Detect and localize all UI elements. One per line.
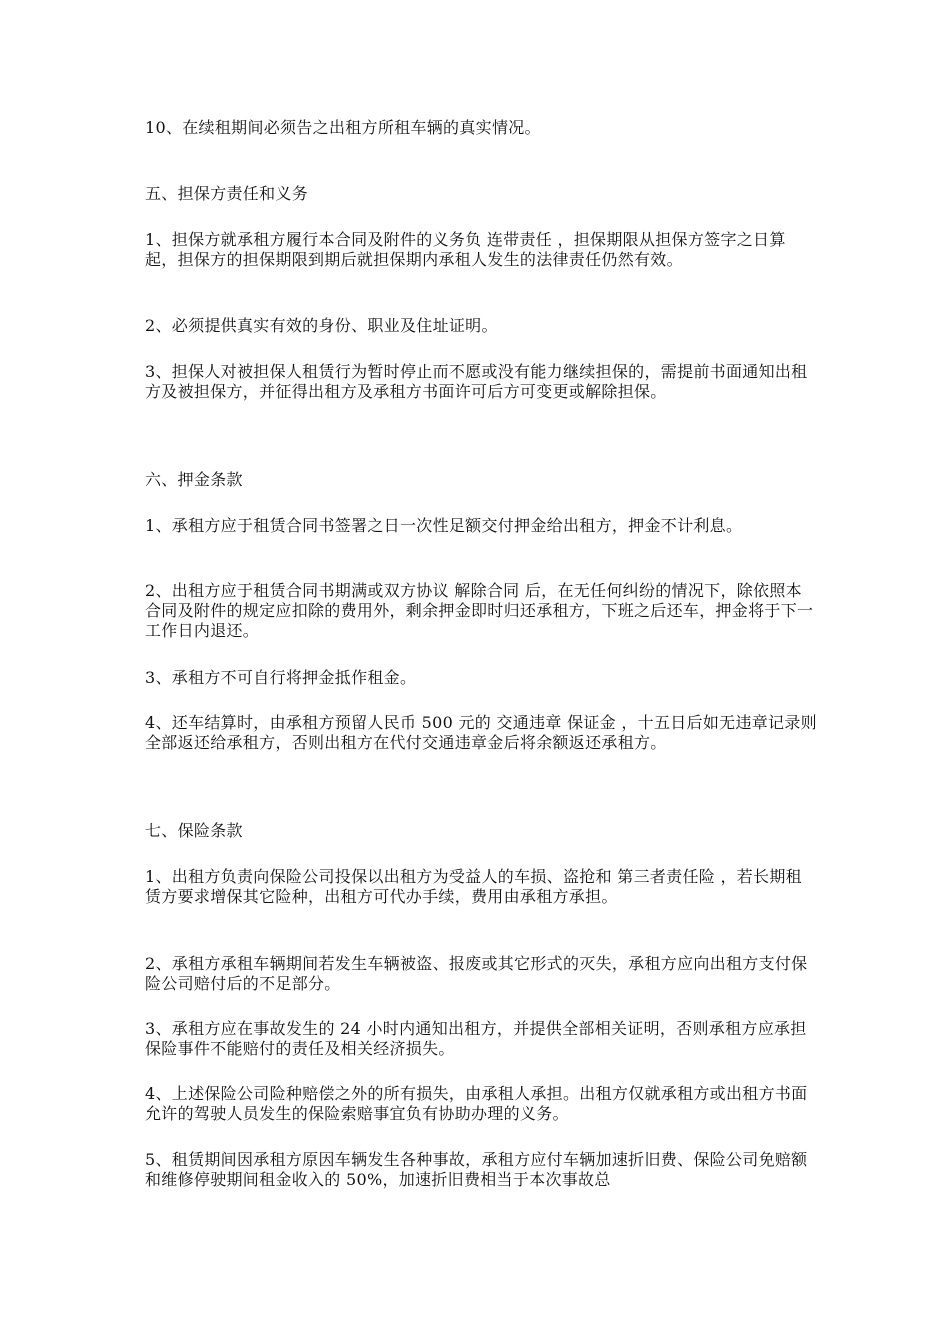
clause-7-4: 4、上述保险公司险种赔偿之外的所有损失，由承租人承担。出租方仅就承租方或出租方书面允许的驾驶人员发生的保险索赔事宜负有协助办理的义务。 [145,1084,808,1123]
clause-6-2: 2、出租方应于租赁合同书期满或双方协议 解除合同 后，在无任何纠纷的情况下，除依照本合同及附件的规定应扣除的费用外，剩余押金即时归还承租方，下班之后还车，押金将于下一工作日内退还。 [145,581,814,640]
section-heading-6: 六、押金条款 [145,470,243,489]
clause-7-3: 3、承租方应在事故发生的 24 小时内通知出租方，并提供全部相关证明，否则承租方应承担保险事件不能赔付的责任及相关经济损失。 [145,1019,807,1058]
clause-7-1: 1、出租方负责向保险公司投保以出租方为受益人的车损、盗抢和 第三者责任险 ，若长期租赁方要求增保其它险种，出租方可代办手续，费用由承租方承担。 [145,867,802,906]
clause-6-3: 3、承租方不可自行将押金抵作租金。 [145,668,417,687]
section-heading-7: 七、保险条款 [145,821,243,840]
clause-5-3: 3、担保人对被担保人租赁行为暂时停止而不愿或没有能力继续担保的，需提前书面通知出租方及被担保方，并征得出租方及承租方书面许可后方可变更或解除担保。 [145,362,808,401]
clause-5-2: 2、必须提供真实有效的身份、职业及住址证明。 [145,316,498,335]
clause-6-1: 1、承租方应于租赁合同书签署之日一次性足额交付押金给出租方，押金不计利息。 [145,516,743,535]
clause-7-2: 2、承租方承租车辆期间若发生车辆被盗、报废或其它形式的灭失，承租方应向出租方支付保险公司赔付后的不足部分。 [145,954,808,993]
clause-6-4: 4、还车结算时，由承租方预留人民币 500 元的 交通违章 保证金 ，十五日后如无违章记录则全部返还给承租方，否则出租方在代付交通违章金后将余额返还承租方。 [145,713,817,752]
clause-10: 10、在续租期间必须告之出租方所租车辆的真实情况。 [145,118,541,137]
clause-5-1: 1、担保方就承租方履行本合同及附件的义务负 连带责任 ，担保期限从担保方签字之日算起，担保方的担保期限到期后就担保期内承租人发生的法律责任仍然有效。 [145,230,786,269]
clause-7-5: 5、租赁期间因承租方原因车辆发生各种事故，承租方应付车辆加速折旧费、保险公司免赔额和维修停驶期间租金收入的 50%，加速折旧费相当于本次事故总 [145,1150,808,1189]
section-heading-5: 五、担保方责任和义务 [145,184,309,203]
